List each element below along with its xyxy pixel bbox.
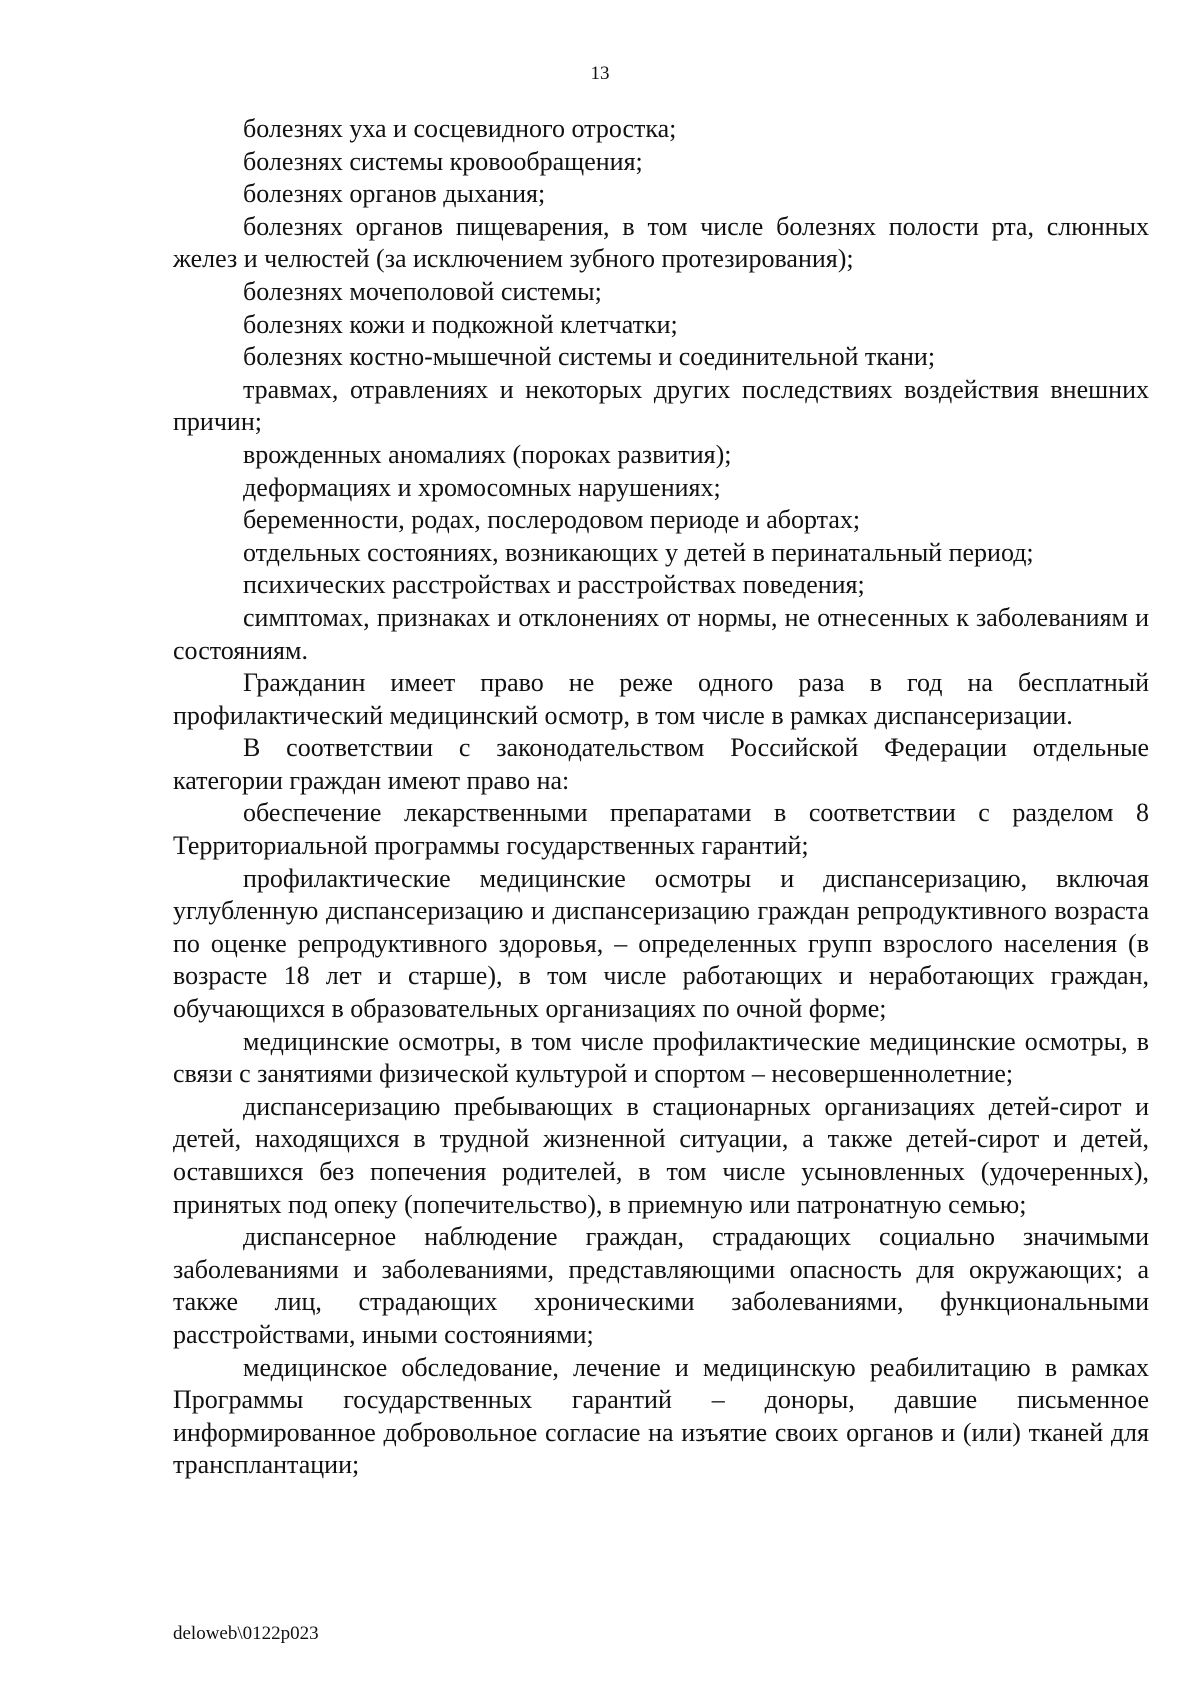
paragraph: травмах, отравлениях и некоторых других последствиях воздействия внешних причин; <box>173 374 1149 437</box>
paragraph: врожденных аномалиях (пороках развития); <box>243 439 732 469</box>
paragraph: медицинские осмотры, в том числе профилактические медицинские осмотры, в связи с занятиями физической культурой и спортом – несовершеннолетние; <box>173 1026 1149 1089</box>
paragraph: беременности, родах, послеродовом периоде и абортах; <box>243 505 861 535</box>
paragraph: диспансерное наблюдение граждан, страдающих социально значимыми заболеваниями и заболеваниями, представляющими опасность для окружающих; а также лиц, страдающих хроническими заболеваниями, функциональными расстройствами, иными состояниями; <box>173 1222 1149 1349</box>
paragraph: медицинское обследование, лечение и медицинскую реабилитацию в рамках Программы государственных гарантий – доноры, давшие письменное информированное добровольное согласие на изъятие своих органов и (или) тканей для трансплантации; <box>173 1352 1149 1480</box>
paragraph: профилактические медицинские осмотры и диспансеризацию, включая углубленную диспансеризацию и диспансеризацию граждан репродуктивного возраста по оценке репродуктивного здоровья, – определенных групп взрослого населения (в возрасте 18 лет и старше), в том числе работающих и неработающих граждан, обучающихся в образовательных организациях по очной форме; <box>173 863 1149 1024</box>
paragraph: Гражданин имеет право не реже одного раза в год на бесплатный профилактический медицинский осмотр, в том числе в рамках диспансеризации. <box>173 668 1149 730</box>
document-body <box>173 113 1149 1482</box>
paragraph: деформациях и хромосомных нарушениях; <box>243 472 721 502</box>
paragraph: болезнях уха и сосцевидного отростка; <box>243 114 677 143</box>
paragraph: болезнях системы кровообращения; <box>243 146 643 176</box>
document-footer-code: deloweb\0122p023 <box>173 1623 319 1644</box>
paragraph: болезнях кожи и подкожной клетчатки; <box>243 309 678 339</box>
paragraph: диспансеризацию пребывающих в стационарных организациях детей-сирот и детей, находящихся в трудной жизненной ситуации, а также детей-сирот и детей, оставшихся без попечения родителей, в том числе усыновленных (удочеренных), принятых под опеку (попечительство), в приемную или патронатную семью; <box>173 1091 1149 1219</box>
paragraph: болезнях костно-мышечной системы и соединительной ткани; <box>243 342 936 372</box>
paragraph: В соответствии с законодательством Российской Федерации отдельные категории граждан имеют право на: <box>173 733 1149 795</box>
paragraph: болезнях мочеполовой системы; <box>243 276 602 306</box>
paragraph: симптомах, признаках и отклонениях от нормы, не отнесенных к заболеваниям и состояниям. <box>173 602 1149 665</box>
paragraph: болезнях органов пищеварения, в том числе болезнях полости рта, слюнных желез и челюстей (за исключением зубного протезирования); <box>173 211 1149 274</box>
paragraph: обеспечение лекарственными препаратами в соответствии с разделом 8 Территориальной программы государственных гарантий; <box>173 798 1149 861</box>
page-number: 13 <box>590 63 610 84</box>
paragraph: болезнях органов дыхания; <box>243 179 546 209</box>
paragraph: отдельных состояниях, возникающих у детей в перинатальный период; <box>243 537 1034 567</box>
paragraph: психических расстройствах и расстройствах поведения; <box>243 570 865 600</box>
